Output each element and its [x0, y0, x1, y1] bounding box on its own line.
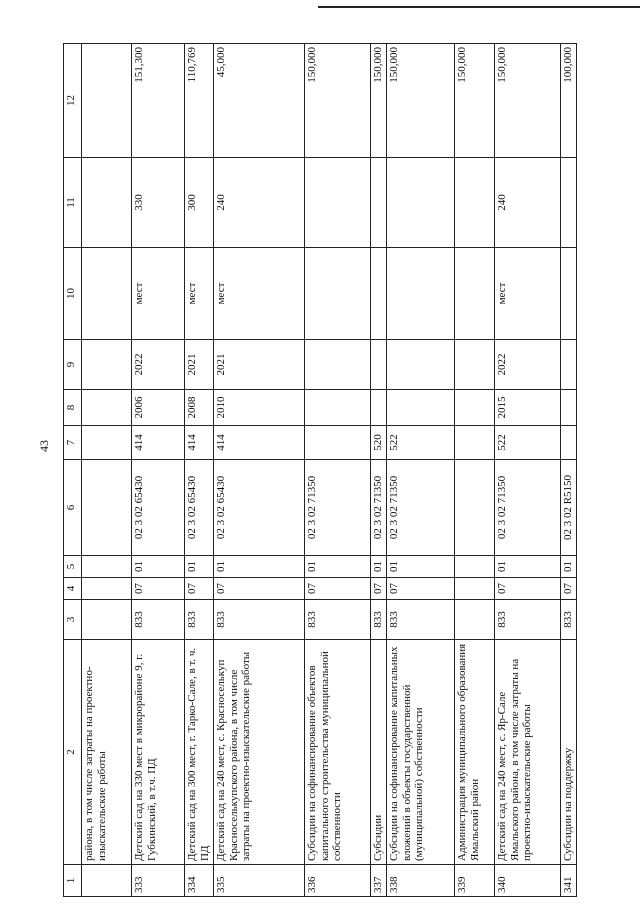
cell-c12: 150,000: [371, 44, 387, 158]
cell-c4: 07: [132, 578, 185, 600]
cell-c6: 02 3 02 65430: [132, 460, 185, 556]
table-row: [561, 44, 577, 897]
cell-c6: 02 3 02 R5150: [561, 460, 577, 556]
cell-name: Субсидии на софинансирование объектов капитального строительства муниципальной собственности: [305, 640, 371, 865]
cell-c8: [561, 390, 577, 426]
cell-c7: 414: [132, 426, 185, 460]
cell-c8: [305, 390, 371, 426]
cell-c4: 07: [214, 578, 305, 600]
cell-c4: 07: [387, 578, 455, 600]
cell-c9: [561, 340, 577, 390]
cell-c6: 02 3 02 65430: [214, 460, 305, 556]
table-row: [214, 44, 305, 897]
col-header-3: 3: [64, 600, 82, 640]
table-row: [387, 44, 455, 897]
cell-no: 336: [305, 865, 371, 897]
cell-c10: [82, 248, 132, 340]
cell-c9: [455, 340, 495, 390]
cell-c8: [82, 390, 132, 426]
cell-c9: 2021: [214, 340, 305, 390]
cell-c6: 02 3 02 71350: [387, 460, 455, 556]
cell-c4: 07: [561, 578, 577, 600]
cell-c6: [455, 460, 495, 556]
cell-no: 333: [132, 865, 185, 897]
cell-c8: 2015: [495, 390, 561, 426]
cell-c9: [387, 340, 455, 390]
cell-c5: 01: [495, 556, 561, 578]
cell-c9: 2021: [185, 340, 214, 390]
cell-c5: 01: [561, 556, 577, 578]
cell-c7: 520: [371, 426, 387, 460]
cell-c11: [305, 158, 371, 248]
cell-name: Детский сад на 330 мест в микрорайоне 9, г. Губкинский, в т.ч. ПД: [132, 640, 185, 865]
cell-c3: 833: [387, 600, 455, 640]
cell-name: Субсидии: [371, 640, 387, 865]
cell-name: Детский сад на 300 мест, г. Тарко-Сале, в т. ч. ПД: [185, 640, 214, 865]
cell-c10: [305, 248, 371, 340]
cell-c3: 833: [495, 600, 561, 640]
col-header-5: 5: [64, 556, 82, 578]
cell-c5: 01: [214, 556, 305, 578]
col-header-1: 1: [64, 865, 82, 897]
cell-c11: [371, 158, 387, 248]
cell-no: 337: [371, 865, 387, 897]
cell-c7: [82, 426, 132, 460]
cell-no: 341: [561, 865, 577, 897]
cell-c9: [371, 340, 387, 390]
header-row: [64, 44, 82, 897]
table-row: [371, 44, 387, 897]
cell-c11: [455, 158, 495, 248]
cell-name: Администрация муниципального образования Ямальский район: [455, 640, 495, 865]
cell-c5: [82, 556, 132, 578]
cell-c12: 150,000: [305, 44, 371, 158]
cell-no: 338: [387, 865, 455, 897]
cell-c8: 2010: [214, 390, 305, 426]
table-row: [185, 44, 214, 897]
cell-name: Субсидии на софинансирование капитальных вложений в объекты государственной (муниципальной) собственности: [387, 640, 455, 865]
cell-name: Детский сад на 240 мест, с. Красноселькуп Красноселькупского района, в том числе затраты на проектно-изыскательские работы: [214, 640, 305, 865]
cell-c10: [561, 248, 577, 340]
page-number: 43: [37, 440, 51, 452]
cell-c11: [82, 158, 132, 248]
cell-c5: 01: [132, 556, 185, 578]
cell-c11: [561, 158, 577, 248]
cell-c12: 45,000: [214, 44, 305, 158]
budget-table: [63, 43, 577, 897]
cell-c3: 833: [561, 600, 577, 640]
cell-no: 340: [495, 865, 561, 897]
cell-c8: [455, 390, 495, 426]
cell-c4: 07: [185, 578, 214, 600]
cell-c5: [455, 556, 495, 578]
cell-c4: 07: [495, 578, 561, 600]
cell-c4: [455, 578, 495, 600]
cell-c7: 522: [495, 426, 561, 460]
cell-c8: [371, 390, 387, 426]
cell-c7: 522: [387, 426, 455, 460]
cell-c10: [371, 248, 387, 340]
cell-c5: 01: [387, 556, 455, 578]
cell-c12: 150,000: [387, 44, 455, 158]
cell-name: района, в том числе затраты на проектно-изыскательские работы: [82, 640, 132, 865]
cell-c4: [82, 578, 132, 600]
col-header-11: 11: [64, 158, 82, 248]
cell-c7: 414: [214, 426, 305, 460]
cell-c3: 833: [185, 600, 214, 640]
cell-c9: 2022: [132, 340, 185, 390]
col-header-10: 10: [64, 248, 82, 340]
col-header-12: 12: [64, 44, 82, 158]
cell-c4: 07: [305, 578, 371, 600]
cell-c12: 150,000: [455, 44, 495, 158]
cell-c11: 330: [132, 158, 185, 248]
table-row: [305, 44, 371, 897]
table-row: [82, 44, 132, 897]
cell-c6: 02 3 02 65430: [185, 460, 214, 556]
cell-c11: 240: [495, 158, 561, 248]
col-header-6: 6: [64, 460, 82, 556]
cell-c8: 2008: [185, 390, 214, 426]
cell-c4: 07: [371, 578, 387, 600]
cell-c9: 2022: [495, 340, 561, 390]
cell-c12: 100,000: [561, 44, 577, 158]
table-row: [132, 44, 185, 897]
col-header-4: 4: [64, 578, 82, 600]
cell-c10: мест: [185, 248, 214, 340]
cell-c6: 02 3 02 71350: [495, 460, 561, 556]
table-row: [455, 44, 495, 897]
cell-c11: [387, 158, 455, 248]
cell-c6: 02 3 02 71350: [305, 460, 371, 556]
cell-c3: 833: [305, 600, 371, 640]
table-row: [495, 44, 561, 897]
cell-c8: [387, 390, 455, 426]
col-header-9: 9: [64, 340, 82, 390]
cell-c12: 151,300: [132, 44, 185, 158]
col-header-8: 8: [64, 390, 82, 426]
cell-no: 334: [185, 865, 214, 897]
cell-c5: 01: [305, 556, 371, 578]
cell-c3: [82, 600, 132, 640]
cell-c7: [455, 426, 495, 460]
cell-c7: 414: [185, 426, 214, 460]
cell-c6: 02 3 02 71350: [371, 460, 387, 556]
cell-c10: [455, 248, 495, 340]
cell-c12: [82, 44, 132, 158]
cell-name: Детский сад на 240 мест, с. Яр-Сале Ямальского района, в том числе затраты на проектно-изыскательские работы: [495, 640, 561, 865]
col-header-2: 2: [64, 640, 82, 865]
cell-name: Субсидии на поддержку: [561, 640, 577, 865]
cell-c9: [305, 340, 371, 390]
cell-c10: [387, 248, 455, 340]
col-header-7: 7: [64, 426, 82, 460]
cell-c11: 240: [214, 158, 305, 248]
cell-c5: 01: [185, 556, 214, 578]
cell-no: 335: [214, 865, 305, 897]
cell-c10: мест: [132, 248, 185, 340]
cell-c3: [455, 600, 495, 640]
cell-c3: 833: [371, 600, 387, 640]
cell-c12: 150,000: [495, 44, 561, 158]
cell-c10: мест: [495, 248, 561, 340]
cell-no: [82, 865, 132, 897]
cell-c10: мест: [214, 248, 305, 340]
cell-c5: 01: [371, 556, 387, 578]
cell-c3: 833: [132, 600, 185, 640]
cell-c6: [82, 460, 132, 556]
cell-c7: [561, 426, 577, 460]
cell-c12: 110,769: [185, 44, 214, 158]
cell-no: 339: [455, 865, 495, 897]
cell-c11: 300: [185, 158, 214, 248]
cell-c9: [82, 340, 132, 390]
cell-c8: 2006: [132, 390, 185, 426]
cell-c7: [305, 426, 371, 460]
cell-c3: 833: [214, 600, 305, 640]
